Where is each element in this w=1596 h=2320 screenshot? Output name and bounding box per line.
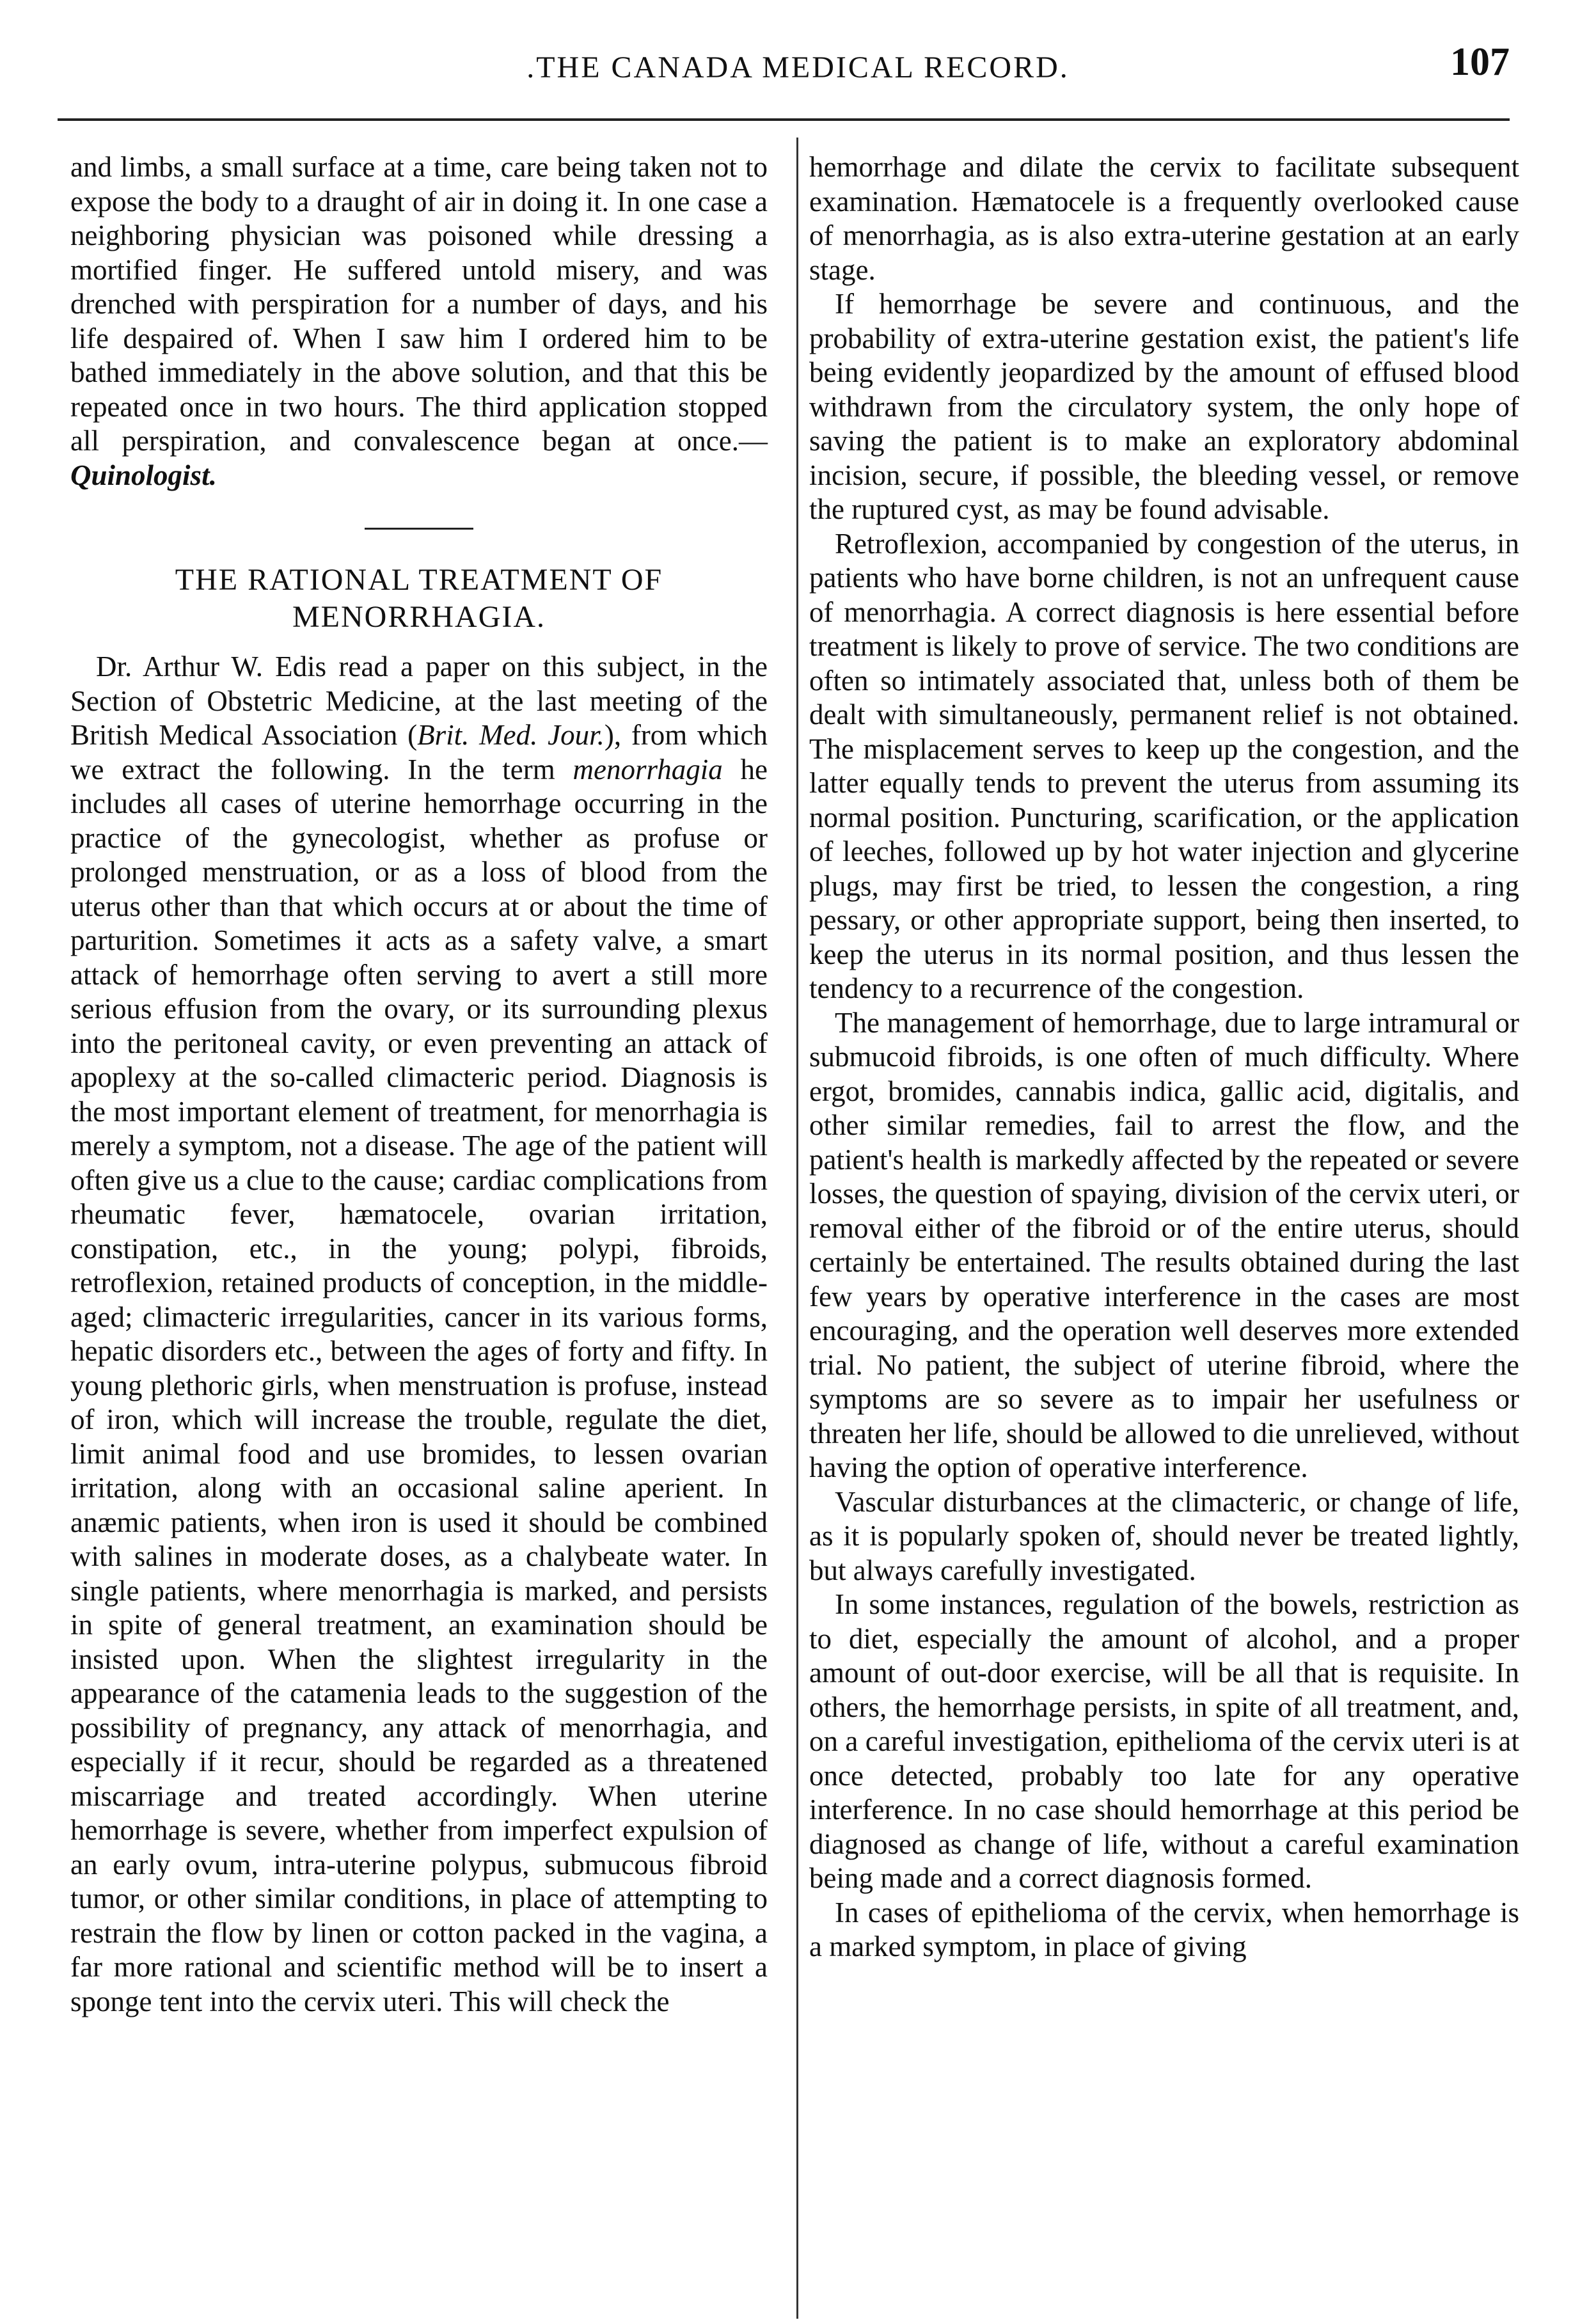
- article-paragraph-1: [70, 650, 768, 2019]
- article-title: THE RATIONAL TREATMENT OF MENORRHAGIA.: [175, 563, 663, 634]
- article-paragraph-1-part3: he includes all cases of uterine hemorrhage occurring in the practice of the gynecologist, whether as profuse or prolonged menstruation, or as a loss of blood from the uterus other than that which occurs at or about the time of parturition. Sometimes it acts as a safety valve, a smart attack of hemorrhage often serving to avert a still more serious effusion from the ovary, or its surrounding plexus into the peritoneal cavity, or even preventing an attack of apoplexy at the so-called climacteric period. Diagnosis is the most important element of treatment, for menorrhagia is merely a symptom, not a disease. The age of the patient will often give us a clue to the cause; cardiac complications from rheumatic fever, hæmatocele, ovarian irritation, constipation, etc., in the young; polypi, fibroids, retroflexion, retained products of conception, in the middle-aged; climacteric irregularities, cancer in its various forms, hepatic disorders etc., between the ages of forty and fifty. In young plethoric girls, when menstruation is profuse, instead of iron, which will increase the trouble, regulate the diet, limit animal food and use bromides, to lessen ovarian irritation, along with an occasional saline aperient. In anæmic patients, when iron is used it should be combined with salines in moderate doses, as a chalybeate water. In single patients, where menorrhagia is marked, and persists in spite of general treatment, an examination should be insisted upon. When the slightest irregularity in the appearance of the catamenia leads to the suggestion of the possibility of pregnancy, any attack of menorrhagia, and especially if it recur, should be regarded as a threatened miscarriage and treated accordingly. When uterine hemorrhage is severe, whether from imperfect expulsion of an early ovum, intra-uterine polypus, submucous fibroid tumor, or other similar conditions, in place of attempting to restrain the flow by linen or cotton packed in the vagina, a far more rational and scientific method will be to insert a sponge tent into the cervix uteri. This will check the: [70, 753, 768, 2017]
- continued-paragraph: [70, 150, 768, 493]
- right-paragraph-5: Vascular disturbances at the climacteric, or change of life, as it is popularly spoken of, should never be treated lightly, but always carefully investigated.: [809, 1485, 1519, 1586]
- right-paragraph-6: In some instances, regulation of the bowels, restriction as to diet, especially the amount of alcohol, and a proper amount of out-door exercise, will be all that is requisite. In others, the hemorrhage persists, in spite of all treatment, and, on a careful investigation, epithelioma of the cervix uteri is at once detected, probably too late for any operative interference. In no case should hemorrhage at this period be diagnosed as change of life, without a careful examination being made and a correct diagnosis formed.: [809, 1588, 1519, 1894]
- page-number: 107: [1450, 40, 1510, 84]
- header-rule: [58, 118, 1510, 121]
- running-header-title: .THE CANADA MEDICAL RECORD.: [526, 51, 1070, 84]
- section-divider-rule: [365, 528, 473, 530]
- column-divider: [796, 138, 798, 2319]
- continued-paragraph-source: Quinologist.: [70, 459, 217, 491]
- right-paragraph-1: hemorrhage and dilate the cervix to facilitate subsequent examination. Hæmatocele is a frequently overlooked cause of menorrhagia, as is also extra-uterine gestation at an early stage.: [809, 151, 1519, 286]
- right-paragraph-4: The management of hemorrhage, due to large intramural or submucoid fibroids, is one often of much difficulty. Where ergot, bromides, cannabis indica, gallic acid, digitalis, and other similar remedies, fail to arrest the flow, and the patient's health is markedly affected by the repeated or severe losses, the question of spaying, division of the cervix uteri, or removal either of the fibroid or of the entire uterus, should certainly be entertained. The results obtained during the last few years by operative interference in the cases are most encouraging, and the operation well deserves more extended trial. No patient, the subject of uterine fibroid, where the symptoms are so severe as to impair her usefulness or threaten her life, should be allowed to die unrelieved, without having the option of operative interference.: [809, 1006, 1519, 1483]
- article-paragraph-1-part2: ), from which we extract the following. In the term: [70, 719, 768, 785]
- defined-term: menorrhagia: [573, 753, 723, 785]
- journal-citation: Brit. Med. Jour.: [417, 719, 604, 751]
- continued-paragraph-text: and limbs, a small surface at a time, care being taken not to expose the body to a draught of air in doing it. In one case a neighboring physician was poisoned while dressing a mortified finger. He suffered untold misery, and was drenched with perspiration for a number of days, and his life despaired of. When I saw him I ordered him to be bathed immediately in the above solution, and that this be repeated once in two hours. The third application stopped all perspiration, and convalescence began at once.—: [70, 151, 768, 457]
- right-paragraph-2: If hemorrhage be severe and continuous, and the probability of extra-uterine gestation exist, the patient's life being evidently jeopardized by the amount of effused blood withdrawn from the circulatory system, the only hope of saving the patient is to make an exploratory abdominal incision, secure, if possible, the bleeding vessel, or remove the ruptured cyst, as may be found advisable.: [809, 288, 1519, 525]
- left-column: [70, 150, 768, 2019]
- right-paragraph-7: In cases of epithelioma of the cervix, when hemorrhage is a marked symptom, in place of giving: [809, 1896, 1519, 1962]
- article-paragraph-1-part1: Dr. Arthur W. Edis read a paper on this subject, in the Section of Obstetric Medicine, at the last meeting of the British Medical Association (: [70, 651, 768, 751]
- right-paragraph-3: Retroflexion, accompanied by congestion of the uterus, in patients who have borne children, is not an unfrequent cause of menorrhagia. A correct diagnosis is here essential before treatment is likely to prove of service. The two conditions are often so intimately associated that, unless both of them be dealt with simultaneously, permanent relief is not obtained. The misplacement serves to keep up the congestion, and the latter equally tends to prevent the uterus from assuming its normal position. Puncturing, scarification, or the application of leeches, followed up by hot water injection and glycerine plugs, may first be tried, to lessen the congestion, a ring pessary, or other appropriate support, being then inserted, to keep the uterus in its normal position, and thus lessen the tendency to a recurrence of the congestion.: [809, 527, 1519, 1004]
- right-column: [809, 150, 1519, 1964]
